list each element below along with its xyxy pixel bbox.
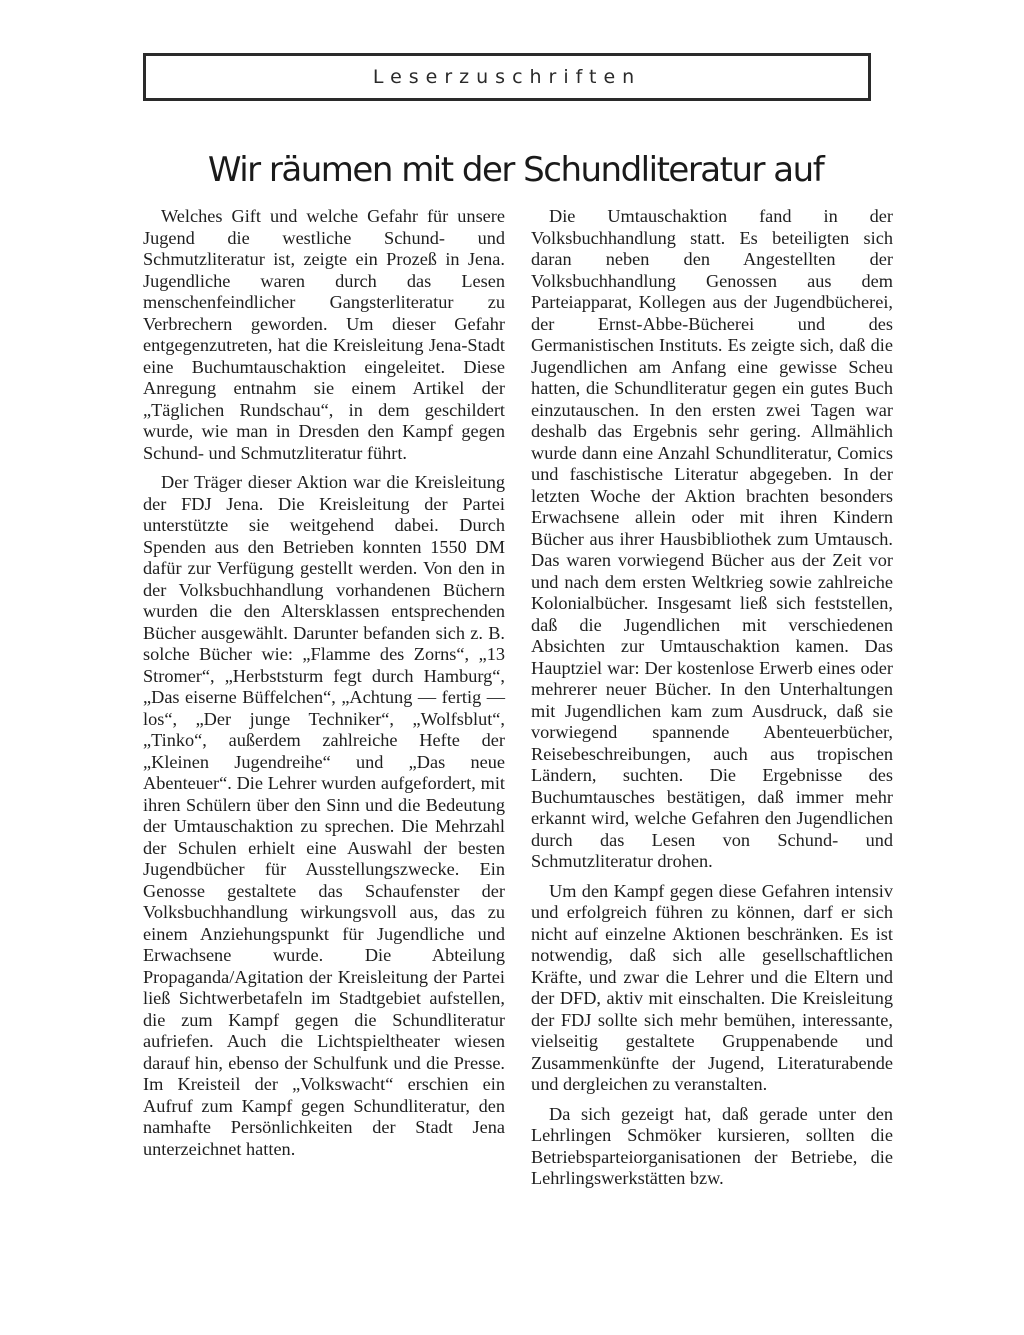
paragraph: Die Umtauschaktion fand in der Volksbuchhandlung statt. Es beteiligten sich daran neben den Angestellten der Volksbuchhandlung Genossen aus dem Parteiapparat, Kollegen aus der Jugendbücherei, der Ernst-Abbe-Bücherei und des Germanistischen Instituts. Es zeigte sich, daß die Jugendlichen am Anfang eine gewisse Scheu hatten, die Schundliteratur gegen ein gutes Buch einzutauschen. In den ersten zwei Tagen war deshalb das Ergebnis sehr gering. Allmählich wurde dann eine Anzahl Schundliteratur, Comics und faschistische Literatur abgegeben. In der letzten Woche der Aktion brachten besonders Erwachsene allein oder mit ihren Kindern Bücher aus ihrer Hausbibliothek zum Umtausch. Das waren vorwiegend Bücher aus der Zeit vor und nach dem ersten Weltkrieg sowie zahlreiche Kolonialbücher. Insgesamt ließ sich feststellen, daß die Jugendlichen mit verschiedenen Absichten zur Umtauschaktion kamen. Das Hauptziel war: Der kostenlose Erwerb eines oder mehrerer neuer Bücher. In den Unterhaltungen mit Jugendlichen kam zum Ausdruck, daß sie vorwiegend spannende Abenteuerbücher, Reisebeschreibungen, auch aus tropischen Ländern, suchten. Die Ergebnisse des Buchumtausches bestätigen, daß immer mehr erkannt wird, welche Gefahren den Jugendlichen durch das Lesen von Schund- und Schmutzliteratur drohen.	[531, 206, 893, 871]
left-column	[143, 206, 505, 1168]
article-headline: Wir räumen mit der Schundliteratur auf	[207, 150, 824, 190]
right-column	[531, 206, 893, 1198]
section-header-box	[143, 53, 871, 101]
paragraph: Der Träger dieser Aktion war die Kreisleitung der FDJ Jena. Die Kreisleitung der Partei unterstützte sie weitgehend dabei. Durch Spenden aus den Betrieben konnten 1550 DM dafür zur Verfügung gestellt werden. Von den in der Volksbuchhandlung vorhandenen Büchern wurden die den Altersklassen entsprechenden Bücher ausgewählt. Darunter befanden sich z. B. solche Bücher wie: „Flamme des Zorns“, „13 Stromer“, „Herbststurm fegt durch Hamburg“, „Das eiserne Büffelchen“, „Achtung — fertig — los“, „Der junge Techniker“, „Wolfsblut“, „Tinko“, außerdem zahlreiche Hefte der „Kleinen Jugendreihe“ und „Das neue Abenteuer“. Die Lehrer wurden aufgefordert, mit ihren Schülern über den Sinn und die Bedeutung der Umtauschaktion zu sprechen. Die Mehrzahl der Schulen erhielt eine Auswahl der besten Jugendbücher für Ausstellungszwecke. Ein Genosse gestaltete das Schaufenster der Volksbuchhandlung wirkungsvoll aus, das zu einem Anziehungspunkt für Jugendliche und Erwachsene wurde. Die Abteilung Propaganda/Agitation der Kreisleitung der Partei ließ Sichtwerbetafeln im Stadtgebiet aufstellen, die zum Kampf gegen die Schundliteratur aufriefen. Auch die Lichtspieltheater wiesen darauf hin, ebenso der Schulfunk und die Presse. Im Kreisteil der „Volkswacht“ erschien ein Aufruf zum Kampf gegen Schundliteratur, den namhafte Persönlichkeiten der Stadt Jena unterzeichnet hatten.	[143, 472, 505, 1159]
paragraph: Da sich gezeigt hat, daß gerade unter den Lehrlingen Schmöker kursieren, sollten die Betriebsparteiorganisationen der Betriebe, die Lehrlingswerkstätten bzw.	[531, 1103, 893, 1188]
paragraph: Um den Kampf gegen diese Gefahren intensiv und erfolgreich führen zu können, darf er sich nicht auf einzelne Aktionen beschränken. Es ist notwendig, daß sich alle gesellschaftlichen Kräfte, und zwar die Lehrer und die Eltern und der DFD, aktiv mit einschalten. Die Kreisleitung der FDJ sollte sich mehr bemühen, interessante, vielseitig gestaltete Gruppenabende und Zusammenkünfte der Jugend, Literaturabende und dergleichen zu veranstalten.	[531, 880, 893, 1094]
section-header-label: Leserzuschriften	[372, 66, 642, 88]
paragraph: Welches Gift und welche Gefahr für unsere Jugend die westliche Schund- und Schmutzliteratur ist, zeigte ein Prozeß in Jena. Jugendliche waren durch das Lesen menschenfeindlicher Gangsterliteratur zu Verbrechern geworden. Um dieser Gefahr entgegenzutreten, hat die Kreisleitung Jena-Stadt eine Buchumtauschaktion eingeleitet. Diese Anregung entnahm sie einem Artikel der „Täglichen Rundschau“, in dem geschildert wurde, wie man in Dresden den Kampf gegen Schund- und Schmutzliteratur führt.	[143, 206, 505, 463]
